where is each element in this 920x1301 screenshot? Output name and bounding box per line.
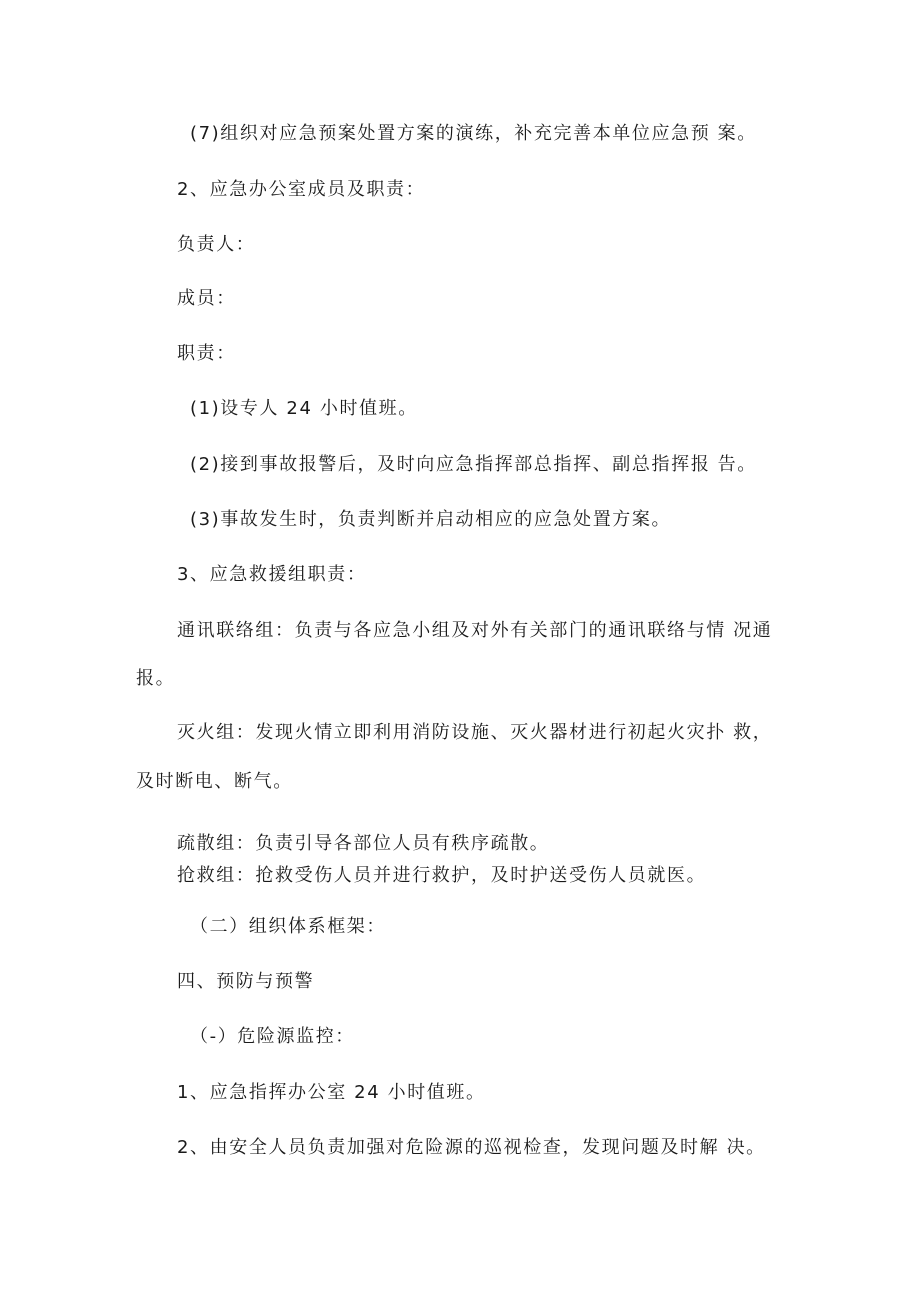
- duty-3: (3)事故发生时，负责判断并启动相应的应急处置方案。: [190, 509, 672, 530]
- fire-group-line1: 灭火组：发现火情立即利用消防设施、灭火器材进行初起火灾扑 救，: [177, 722, 773, 743]
- item-7: (7)组织对应急预案处置方案的演练，补充完善本单位应急预 案。: [190, 123, 757, 144]
- hazard-item-2: 2、由安全人员负责加强对危险源的巡视检查，发现问题及时解 决。: [177, 1137, 766, 1158]
- org-framework-heading: （二）组织体系框架：: [190, 916, 386, 937]
- hazard-monitoring-heading: （-）危险源监控：: [190, 1026, 355, 1047]
- comm-group-line2: 报。: [136, 668, 176, 689]
- hazard-item-1: 1、应急指挥办公室 24 小时值班。: [177, 1082, 486, 1103]
- office-heading: 2、应急办公室成员及职责：: [177, 179, 426, 200]
- rescue-heading: 3、应急救援组职责：: [177, 564, 367, 585]
- section-4-heading: 四、预防与预警: [177, 971, 315, 992]
- evacuation-group: 疏散组：负责引导各部位人员有秩序疏散。: [177, 833, 550, 854]
- duty-2: (2)接到事故报警后，及时向应急指挥部总指挥、副总指挥报 告。: [190, 454, 757, 475]
- first-aid-group: 抢救组：抢救受伤人员并进行救护，及时护送受伤人员就医。: [177, 865, 707, 886]
- leader-label: 负责人：: [177, 234, 256, 255]
- fire-group-line2: 及时断电、断气。: [136, 771, 293, 792]
- duty-1: (1)设专人 24 小时值班。: [190, 398, 418, 419]
- comm-group-line1: 通讯联络组：负责与各应急小组及对外有关部门的通讯联络与情 况通: [177, 620, 773, 641]
- duties-label: 职责：: [177, 343, 236, 364]
- members-label: 成员：: [177, 288, 236, 309]
